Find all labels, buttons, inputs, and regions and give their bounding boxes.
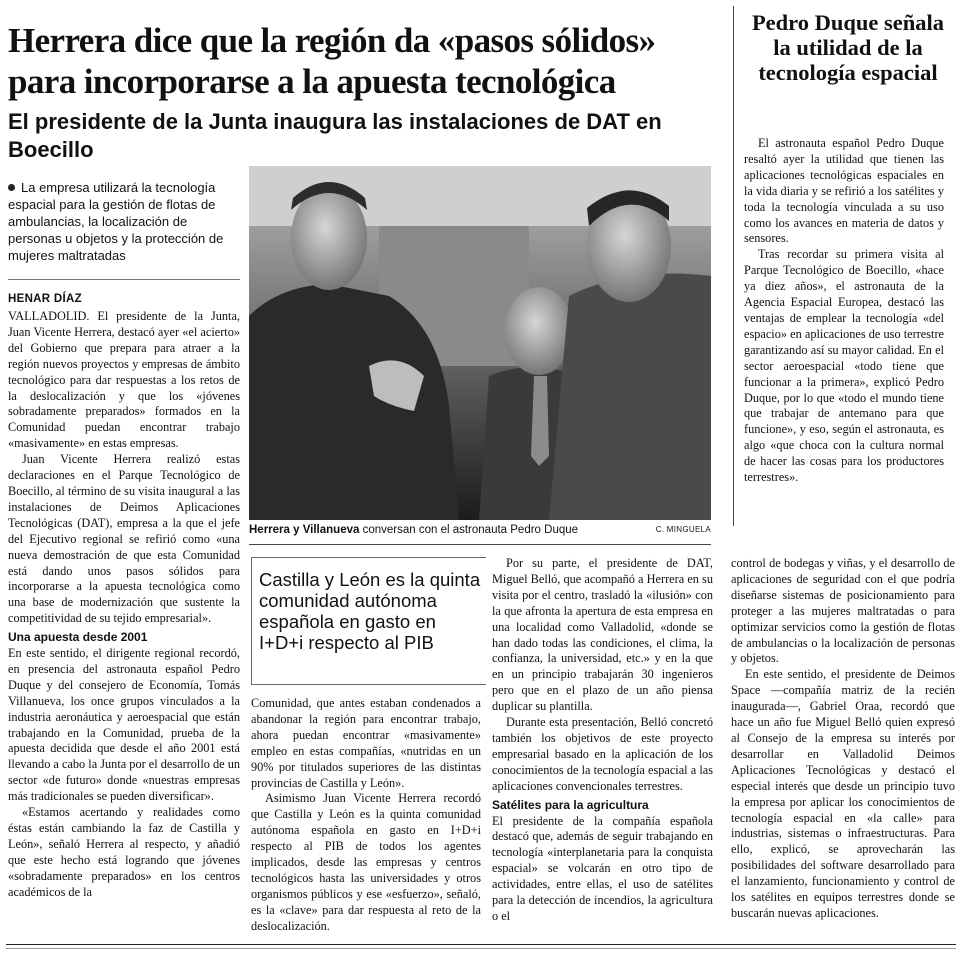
photo-caption — [249, 524, 711, 536]
column-1 — [8, 309, 240, 901]
sidebar-divider — [733, 6, 734, 526]
section-subhead: Satélites para la agricultura — [492, 797, 649, 812]
photo-illustration — [249, 166, 711, 520]
pull-quote: Castilla y León es la quinta comunidad autónoma española en gasto en I+D+i respecto al PIB — [259, 569, 481, 653]
article-photo — [249, 166, 711, 520]
paragraph: «Estamos acertando y realidades como éstas están cambiando la faz de Castilla y León», señaló Herrera al respecto, y añadió que este hecho está logrando que jóvenes «sobradamente preparados» en los centros académicos de la — [8, 805, 240, 899]
byline: HENAR DÍAZ — [8, 293, 82, 305]
paragraph: Por su parte, el presidente de DAT, Miguel Belló, que acompañó a Herrera en su visita por el centro, trasladó la «ilusión» con la que afronta la apertura de esta empresa en una localidad como Valladolid, «donde se han dado todas las condiciones, el clima, la confianza, la universidad, etc.» y en la que en un principio trabajarán 30 ingenieros pero que en el plazo de un año piensa duplicar su plantilla. — [492, 556, 713, 714]
paragraph: Comunidad, que antes estaban condenados a abandonar la región para encontrar trabajo, ahora puedan encontrar «masivamente» empleo en estas compañías, «nutridas en un 90% por titulados superiores de las distintas provincias de Castilla y León». — [251, 696, 481, 790]
paragraph: Asimismo Juan Vicente Herrera recordó que Castilla y León es la quinta comunidad autónoma española en gasto en I+D+i respecto al PIB de todos los agentes implicados, desde las empresas y centros tecnológicos hasta las universidades y otros organismos públicos y ese «esfuerzo», señaló, es la «clave» para dar respuesta al reto de la deslocalización. — [251, 791, 481, 933]
subheadline: El presidente de la Junta inaugura las instalaciones de DAT en Boecillo — [8, 109, 662, 162]
paragraph: Juan Vicente Herrera realizó estas declaraciones en el Parque Tecnológico de Boecillo, al término de su visita inaugural a las instalaciones de Deimos Aplicaciones Tecnológicas (DAT), empresa a la que el jefe del Ejecutivo regional se refirió como «una nueva demostración de que esta Comunidad está dando unos pasos sólidos para incorporarse a la apuesta tecnológica como una base de modernización que sustente la competitividad de su tejido empresarial». — [8, 452, 240, 626]
pullquote-rule — [251, 557, 486, 558]
sidebar-title: Pedro Duque señala la utilidad de la tecnología espacial — [751, 10, 945, 85]
pullquote-rule — [251, 557, 252, 684]
column-4 — [731, 556, 955, 922]
summary-divider — [8, 279, 240, 280]
headline-line-2: para incorporarse a la apuesta tecnológica — [8, 62, 616, 101]
paragraph: En este sentido, el dirigente regional recordó, en presencia del astronauta español Pedro Duque y del consejero de Economía, Tomás Villanueva, los once grupos vinculados a la industria aeronáutica y aeroespacial que están trabajando en la Comunidad, prueba de la apuesta decidida que desde el año 2001 está llevando a cabo la Junta por el desarrollo de un sector «de futuro» donde «nuestras empresas más tradicionales se pueden diversificar». — [8, 646, 240, 804]
sidebar-paragraph: El astronauta español Pedro Duque resaltó ayer la utilidad que tienen las aplicaciones tecnológicas espaciales en la vida diaria y se refirió a los satélites y toda la tecnología vinculada a su uso como los avances en materia de datos y sensores. — [744, 136, 944, 246]
paragraph: Durante esta presentación, Belló concretó también los objetivos de este proyecto empresarial basado en la aplicación de los conocimientos de la tecnología espacial a las aplicaciones convencionales terrestres. — [492, 715, 713, 793]
paragraph: VALLADOLID. El presidente de la Junta, Juan Vicente Herrera, destacó ayer «el acierto» del Gobierno que prepara para atraer a la región nuevos proyectos y empresas de ámbito tecnológico para dar respuestas a los retos de la deslocalización y que los «jóvenes sobradamente preparados» formados en la Comunidad puedan encontrar trabajo «masivamente» en estas empresas. — [8, 309, 240, 451]
bottom-rule — [6, 948, 956, 949]
summary-text: La empresa utilizará la tecnología espacial para la gestión de flotas de ambulancias, la localización de personas u objetos y la protección de mujeres maltratadas — [8, 180, 224, 263]
headline — [8, 20, 726, 102]
headline-line-1: Herrera dice que la región da «pasos sólidos» — [8, 21, 656, 60]
pullquote-rule — [251, 684, 486, 685]
bullet-icon — [8, 184, 15, 191]
paragraph: En este sentido, el presidente de Deimos Space —compañía matriz de la recién inaugurada—, Gabriel Oraa, recordó que hace un año fue Miguel Belló quien expresó al Consejo de la empresa su interés por desarrollar en Valladolid Deimos Aplicaciones Tecnológicas y destacó el especial interés que desde un principio tuvo la empresa por aplicar los conocimientos de tecnología espacial en «la calle» para industrias, sistemas o infraestructuras. Para ello, explicó, se aprovecharán las posibilidades del software desarrollado para el lanzamiento, funcionamiento y control de los satélites en equipos terrestres donde se buscarán nuevas aplicaciones. — [731, 667, 955, 920]
caption-bold: Herrera y Villanueva — [249, 524, 360, 536]
sidebar-body — [744, 136, 944, 486]
summary — [8, 179, 240, 264]
caption-text: conversan con el astronauta Pedro Duque — [359, 524, 579, 536]
bottom-rule — [6, 944, 956, 945]
sidebar-paragraph: Tras recordar su primera visita al Parque Tecnológico de Boecillo, «hace ya diez años», el astronauta de la Agencia Espacial Europea, destacó las ventajas de emplear la tecnología «del espacio» en aplicaciones de uso terrestre garantizando así su mayor calidad. En el sector aeroespacial «todo tiene que funcionar a la primera», explicó Pedro Duque, por lo que «todo el mundo tiene que trabajar de antemano para que funcione», y eso, según el astronauta, es algo «que choca con la cultura normal de hacer las cosas para los productores terrestres». — [744, 247, 944, 485]
caption-divider — [249, 544, 711, 545]
paragraph: control de bodegas y viñas, y el desarrollo de aplicaciones de seguridad con el que podría diseñarse sistemas de posicionamiento para proteger a las mujeres maltratadas o para optimizar servicios como la gestión de flotas de ambulancias o la localización de personas y objetos. — [731, 556, 955, 666]
photo-credit: C. MINGUELA — [655, 525, 711, 534]
paragraph: El presidente de la compañía española destacó que, además de seguir trabajando en tecnología «interplanetaria para la conquista espacial» se volcarán en otro tipo de actividades, entre ellas, el uso de satélites para la detección de incendios, la agricultura o el — [492, 813, 713, 923]
column-2 — [251, 696, 481, 935]
section-subhead: Una apuesta desde 2001 — [8, 630, 148, 645]
column-3 — [492, 556, 713, 925]
